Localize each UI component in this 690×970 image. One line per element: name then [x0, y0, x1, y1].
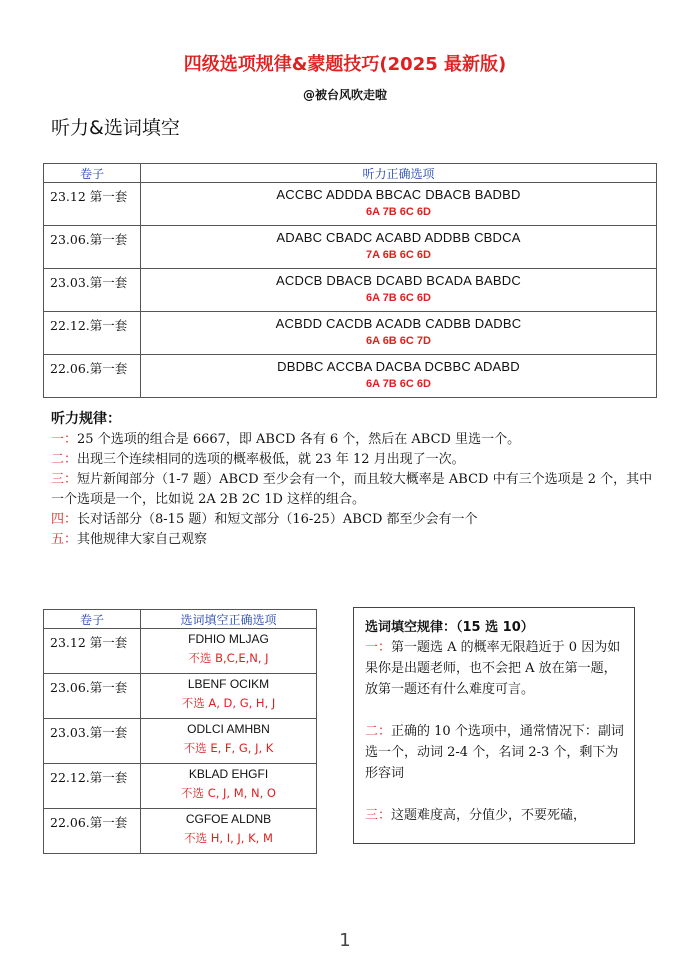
rule-label: 四： [51, 512, 78, 527]
table-row [44, 269, 657, 312]
answers-cell [141, 674, 317, 719]
rule-label: 一： [365, 640, 392, 655]
answers-cell [141, 809, 317, 854]
answer-sequence: CGFOE ALDNB [185, 812, 272, 826]
table-row [44, 629, 317, 674]
vocab-answers-table [43, 609, 317, 854]
column-header-answers: 听力正确选项 [141, 164, 657, 183]
rule-text: 其他规律大家自己观察 [77, 532, 208, 547]
paper-cell: 23.03.第一套 [44, 269, 141, 312]
table-header-row [44, 164, 657, 183]
paper-cell: 22.12.第一套 [44, 312, 141, 355]
vocab-rule-2 [365, 721, 624, 784]
answer-sequence: ACCBC ADDDA BBCAC DBACB BADBD [276, 187, 521, 202]
answers-cell [141, 183, 657, 226]
answers-cell [141, 269, 657, 312]
paper-cell: 22.12.第一套 [44, 764, 141, 809]
vocab-rule-1 [365, 637, 624, 700]
excluded-options: 不选 C, J, M, N, O [181, 786, 276, 800]
answer-counts: 7A 6B 6C 6D [365, 249, 431, 261]
page-number: 1 [339, 930, 351, 951]
paper-cell: 23.03.第一套 [44, 719, 141, 764]
answer-counts: 6A 7B 6C 6D [365, 378, 431, 390]
column-header-paper: 卷子 [44, 164, 141, 183]
table-row [44, 809, 317, 854]
rule-text: 这题难度高，分值少，不要死磕， [391, 808, 587, 823]
listening-rule-1 [51, 430, 663, 450]
listening-rule-4 [51, 510, 663, 530]
answer-sequence: DBDBC ACCBA DACBA DCBBC ADABD [277, 359, 520, 374]
answer-sequence: LBENF OCIKM [187, 677, 270, 691]
section-heading: 听力&选词填空 [51, 117, 180, 139]
author-handle: @被台风吹走啦 [302, 88, 387, 102]
column-header-answers: 选词填空正确选项 [141, 610, 317, 629]
answers-cell [141, 719, 317, 764]
paper-cell: 22.06.第一套 [44, 355, 141, 398]
paper-cell: 23.06.第一套 [44, 674, 141, 719]
answer-sequence: FDHIO MLJAG [188, 632, 269, 646]
rule-label: 二： [51, 452, 78, 467]
table-row [44, 764, 317, 809]
vocab-rules-title: 选词填空规律：（15 选 10） [365, 620, 534, 635]
answers-cell [141, 226, 657, 269]
answer-counts: 6A 7B 6C 6D [365, 292, 431, 304]
answer-counts: 6A 7B 6C 6D [365, 206, 431, 218]
rule-text: 短片新闻部分（1-7 题）ABCD 至少会有一个，而且较大概率是 ABCD 中有三个选项是 2 个，其中一个选项是一个，比如说 2A 2B 2C 1D 这样的组合。 [51, 472, 653, 507]
excluded-options: 不选 E, F, G, J, K [183, 741, 274, 755]
answer-counts: 6A 6B 6C 7D [365, 335, 431, 347]
answers-cell [141, 629, 317, 674]
listening-answers-table [43, 163, 657, 398]
document-title: 四级选项规律&蒙题技巧(2025 最新版) [183, 54, 507, 75]
table-row [44, 226, 657, 269]
listening-rule-5 [51, 530, 663, 550]
vocab-rules-box [353, 607, 635, 844]
paper-cell: 23.12 第一套 [44, 629, 141, 674]
rule-text: 第一题选 A 的概率无限趋近于 0 因为如果你是出题老师，也不会把 A 放在第一题，放第一题还有什么难度可言。 [365, 640, 621, 697]
table-row [44, 719, 317, 764]
listening-rules-title: 听力规律： [51, 411, 121, 427]
paper-cell: 23.12 第一套 [44, 183, 141, 226]
answers-cell [141, 355, 657, 398]
answers-cell [141, 312, 657, 355]
listening-rule-3 [51, 470, 663, 510]
table-row [44, 312, 657, 355]
rule-text: 长对话部分（8-15 题）和短文部分（16-25）ABCD 都至少会有一个 [77, 512, 478, 527]
excluded-options: 不选 B,C,E,N, J [188, 651, 269, 665]
listening-rule-2 [51, 450, 663, 470]
answer-sequence: KBLAD EHGFI [188, 767, 269, 781]
excluded-options: 不选 H, I, J, K, M [184, 831, 273, 845]
rule-label: 一： [51, 432, 78, 447]
vocab-rule-3 [365, 805, 624, 826]
rule-text: 25 个选项的组合是 6667，即 ABCD 各有 6 个，然后在 ABCD 里选一个。 [77, 432, 521, 447]
paper-cell: 23.06.第一套 [44, 226, 141, 269]
answer-sequence: ACBDD CACDB ACADB CADBB DADBC [275, 316, 522, 331]
answer-sequence: ACDCB DBACB DCABD BCADA BABDC [276, 273, 521, 288]
column-header-paper: 卷子 [44, 610, 141, 629]
paper-cell: 22.06.第一套 [44, 809, 141, 854]
table-row [44, 674, 317, 719]
table-row [44, 183, 657, 226]
excluded-options: 不选 A, D, G, H, J [181, 696, 276, 710]
table-row [44, 355, 657, 398]
answer-sequence: ADABC CBADC ACABD ADDBB CBDCA [276, 230, 521, 245]
rule-label: 二： [365, 724, 392, 739]
answers-cell [141, 764, 317, 809]
rule-label: 三： [365, 808, 392, 823]
table-header-row [44, 610, 317, 629]
rule-label: 五： [51, 532, 78, 547]
rule-label: 三： [51, 472, 78, 487]
answer-sequence: ODLCI AMHBN [187, 722, 270, 736]
rule-text: 出现三个连续相同的选项的概率极低，就 23 年 12 月出现了一次。 [77, 452, 465, 467]
rule-text: 正确的 10 个选项中，通常情况下：副词选一个，动词 2-4 个，名词 2-3 个，剩下为形容词 [365, 724, 624, 781]
